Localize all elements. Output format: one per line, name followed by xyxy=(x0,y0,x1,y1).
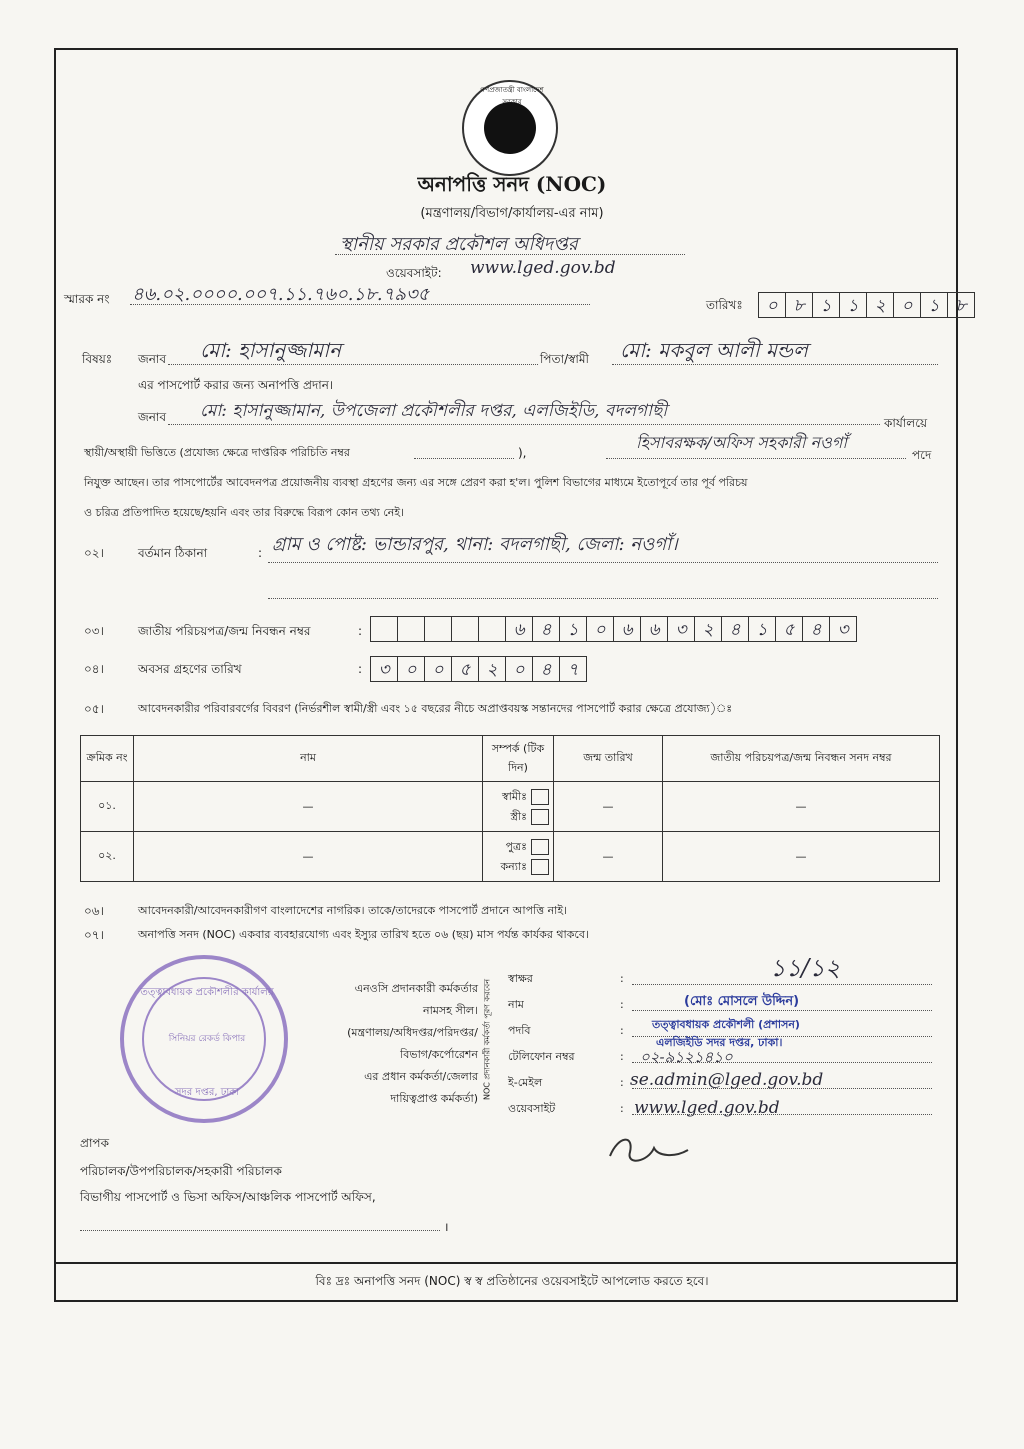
caption-line: এনওসি প্রদানকারী কর্মকর্তার xyxy=(354,982,478,995)
address-label: বর্তমান ঠিকানা xyxy=(138,546,208,560)
date-digit-box: ১ xyxy=(920,292,948,318)
nid-digit-box: ৫ xyxy=(775,616,803,642)
col-header: নাম xyxy=(134,736,483,782)
caption-line: (মন্ত্রণালয়/অধিদপ্তর/পরিদপ্তর/ xyxy=(347,1026,478,1039)
retire-digit-box: ৫ xyxy=(451,656,479,682)
wife-checkbox[interactable] xyxy=(531,809,549,825)
date-label: তারিখঃ xyxy=(706,298,743,312)
table-row xyxy=(81,782,940,832)
subject-label: বিষয়ঃ xyxy=(82,352,113,366)
date-digit-box: ০ xyxy=(893,292,921,318)
nid-digit-box: ০ xyxy=(586,616,614,642)
address-value: গ্রাম ও পোষ্ট: ভান্ডারপুর, থানা: বদলগাছী, জেলা: নওগাঁ। xyxy=(272,534,678,555)
initial-signature-icon xyxy=(604,1126,694,1170)
nid-digit-box: ৩ xyxy=(829,616,857,642)
stamp-bottom-text: সদর দপ্তর, ঢাকা xyxy=(174,1087,240,1098)
field-label: ওয়েবসাইট xyxy=(508,1102,556,1115)
table-header-row xyxy=(81,736,940,782)
item-number: ০৬। xyxy=(84,904,104,918)
office-suffix: কার্যালয়ে xyxy=(884,416,928,430)
designation-line: মো: হাসানুজ্জামান, উপজেলা প্রকৌশলীর দপ্তর, এলজিইডি, বদলগাছী xyxy=(200,401,668,421)
retire-digit-box: ০ xyxy=(397,656,425,682)
family-label: আবেদনকারীর পরিবারবর্গের বিবরণ (নির্ভরশীল স্বামী/স্ত্রী এবং ১৫ বছরের নীচে অপ্রাপ্তবয়স্ক সন্তানদের পাসপোর্ট করার ক্ষেত্রে প্রযোজ্য)ঃ xyxy=(138,702,733,715)
nid-digit-box: ১ xyxy=(559,616,587,642)
subject-line2: এর পাসপোর্ট করার জন্য অনাপত্তি প্রদান। xyxy=(138,378,334,392)
nid-digit-box xyxy=(397,616,425,642)
mr-label: জনাব xyxy=(138,352,167,366)
retire-label: অবসর গ্রহণের তারিখ xyxy=(138,662,242,676)
field-label: স্বাক্ষর xyxy=(508,972,533,985)
field-label: টেলিফোন নম্বর xyxy=(508,1050,575,1063)
relation-label: কন্যাঃ xyxy=(500,859,527,873)
officer-name: (মোঃ মোসলে উদ্দিন) xyxy=(684,994,800,1009)
declaration-06: আবেদনকারী/আবেদনকারীগণ বাংলাদেশের নাগরিক। তাকে/তাদেরকে পাসপোর্ট প্রদানে আপত্তি নাই। xyxy=(138,904,568,917)
col-header: সম্পর্ক (টিক দিন) xyxy=(483,736,554,782)
retire-digit-box: ৪ xyxy=(532,656,560,682)
row-dob: — xyxy=(554,832,663,882)
signature: ১১/১২ xyxy=(770,954,841,982)
nid-digit-box: ৪ xyxy=(721,616,749,642)
date-digit-box: ০ xyxy=(758,292,786,318)
nid-digit-box: ১ xyxy=(748,616,776,642)
nid-digit-box: ৬ xyxy=(640,616,668,642)
ref-number: ৪৬.০২.০০০০.০০৭.১১.৭৬০.১৮.৭৯৩৫ xyxy=(132,284,430,305)
officer-office: এলজিইডি সদর দপ্তর, ঢাকা। xyxy=(656,1036,783,1049)
son-checkbox[interactable] xyxy=(531,839,549,855)
husband-checkbox[interactable] xyxy=(531,789,549,805)
seal-text: গণপ্রজাতন্ত্রী বাংলাদেশ সরকার xyxy=(480,86,544,106)
footer-divider xyxy=(56,1262,956,1264)
relation-label: স্ত্রীঃ xyxy=(510,809,527,823)
retire-digit-box: ৩ xyxy=(370,656,398,682)
caption-line: নামসহ সীল। xyxy=(423,1004,478,1017)
nid-digit-box: ৬ xyxy=(505,616,533,642)
date-digit-box: ৮ xyxy=(947,292,975,318)
signatory-field-labels xyxy=(508,966,618,1122)
nid-digit-box xyxy=(370,616,398,642)
row-name: — xyxy=(134,782,483,832)
caption-line: বিভাগ/কর্পোরেশন xyxy=(400,1048,478,1061)
table-row xyxy=(81,832,940,882)
item-number: ০৫। xyxy=(84,702,104,716)
retire-digit-box: ২ xyxy=(478,656,506,682)
item-number: ০২। xyxy=(84,546,104,560)
date-digit-box: ৮ xyxy=(785,292,813,318)
recipient-line2: বিভাগীয় পাসপোর্ট ও ভিসা অফিস/আঞ্চলিক পাসপোর্ট অফিস, xyxy=(80,1190,376,1204)
stamp-ring-text: তত্ত্বাবধায়ক প্রকৌশলীর কার্যালয় xyxy=(140,987,274,998)
row-dob: — xyxy=(554,782,663,832)
post-suffix: পদে xyxy=(912,448,932,462)
relation-label: স্বামীঃ xyxy=(501,789,527,803)
date-boxes xyxy=(758,292,974,318)
ref-label: স্মারক নং xyxy=(64,292,110,306)
page-title: অনাপত্তি সনদ (NOC) xyxy=(417,172,607,196)
website-value: www.lged.gov.bd xyxy=(470,258,616,278)
date-digit-box: ১ xyxy=(839,292,867,318)
nid-digit-box: ৩ xyxy=(667,616,695,642)
footer-note: বিঃ দ্রঃ অনাপত্তি সনদ (NOC) স্ব স্ব প্রতিষ্ঠানের ওয়েবসাইটে আপলোড করতে হবে। xyxy=(315,1274,709,1288)
daughter-checkbox[interactable] xyxy=(531,859,549,875)
col-header: জাতীয় পরিচয়পত্র/জন্ম নিবন্ধন সনদ নম্বর xyxy=(663,736,940,782)
para-2: ও চরিত্র প্রতিপাদিত হয়েছে/হয়নি এবং তার বিরুদ্ধে বিরূপ কোন তথ্য নেই। xyxy=(84,506,404,519)
nid-digit-box xyxy=(478,616,506,642)
website-label: ওয়েবসাইট: xyxy=(386,266,442,280)
signatory-caption xyxy=(290,978,478,1110)
nid-boxes xyxy=(370,616,856,642)
retire-boxes xyxy=(370,656,586,682)
officer-website: www.lged.gov.bd xyxy=(634,1098,780,1118)
family-table xyxy=(80,735,940,882)
date-digit-box: ১ xyxy=(812,292,840,318)
nid-label: জাতীয় পরিচয়পত্র/জন্ম নিবন্ধন নম্বর xyxy=(138,624,311,638)
caption-line: দায়িত্বপ্রাপ্ত কর্মকর্তা) xyxy=(390,1092,478,1105)
field-label: নাম xyxy=(508,998,524,1011)
nid-digit-box: ২ xyxy=(694,616,722,642)
retire-digit-box: ৭ xyxy=(559,656,587,682)
item-number: ০৭। xyxy=(84,928,104,942)
applicant-name: মো: হাসানুজ্জামান xyxy=(200,338,342,362)
recipient-line1: পরিচালক/উপপরিচালক/সহকারী পরিচালক xyxy=(80,1164,282,1178)
retire-digit-box: ০ xyxy=(505,656,533,682)
designation-2: হিসাবরক্ষক/অফিস সহকারী নওগাঁ xyxy=(636,433,847,452)
recipient-label: প্রাপক xyxy=(80,1136,109,1150)
map-emblem-icon xyxy=(484,102,536,154)
nid-digit-box xyxy=(451,616,479,642)
officer-designation: তত্ত্বাবধায়ক প্রকৌশলী (প্রশাসন) xyxy=(652,1018,800,1031)
row-nid: — xyxy=(663,832,940,882)
officer-phone: ০২-৯১২১৪১০ xyxy=(640,1048,733,1066)
mr-label-2: জনাব xyxy=(138,410,167,424)
declaration-07: অনাপত্তি সনদ (NOC) একবার ব্যবহারযোগ্য এবং ইস্যুর তারিখ হতে ০৬ (ছয়) মাস পর্যন্ত কার্যকর থাকবে। xyxy=(138,928,589,941)
nid-digit-box: ৬ xyxy=(613,616,641,642)
row-nid: — xyxy=(663,782,940,832)
officer-email: se.admin@lged.gov.bd xyxy=(630,1070,824,1090)
para-1: নিযুক্ত আছেন। তার পাসপোর্টের আবেদনপত্র প্রয়োজনীয় ব্যবস্থা গ্রহণের জন্য এর সঙ্গে প্রেরণ করা হ'ল। পুলিশ বিভাগের মাধ্যমে ইতোপূর্বে তার পূর্ব পরিচয় xyxy=(84,476,748,489)
office-name: স্থানীয় সরকার প্রকৌশল অধিদপ্তর xyxy=(340,234,578,255)
date-digit-box: ২ xyxy=(866,292,894,318)
page-subtitle: (মন্ত্রণালয়/বিভাগ/কার্যালয়-এর নাম) xyxy=(420,206,604,221)
government-seal xyxy=(462,80,558,176)
caption-line: এর প্রধান কর্মকর্তা/জেলার xyxy=(364,1070,478,1083)
row-sl: ০২. xyxy=(81,832,134,882)
office-stamp xyxy=(120,955,288,1123)
vertical-caption: NOC প্রদানকারী কর্মকর্তা পূরণ করবেন xyxy=(482,979,492,1100)
field-label: পদবি xyxy=(508,1024,531,1037)
col-header: ক্রমিক নং xyxy=(81,736,134,782)
field-label: ই-মেইল xyxy=(508,1076,543,1089)
col-header: জন্ম তারিখ xyxy=(554,736,663,782)
father-label: পিতা/স্বামী xyxy=(540,352,589,366)
row-name: — xyxy=(134,832,483,882)
nid-digit-box: ৪ xyxy=(802,616,830,642)
relation-label: পুত্রঃ xyxy=(505,839,527,853)
nid-digit-box: ৪ xyxy=(532,616,560,642)
item-number: ০৩। xyxy=(84,624,104,638)
row-sl: ০১. xyxy=(81,782,134,832)
basis-text: স্থায়ী/অস্থায়ী ভিত্তিতে (প্রযোজ্য ক্ষেত্রে দাপ্তরিক পরিচিতি নম্বর xyxy=(84,446,350,459)
retire-digit-box: ০ xyxy=(424,656,452,682)
stamp-inner-text: সিনিয়র রেকর্ড কিপার xyxy=(168,1034,246,1044)
item-number: ০৪। xyxy=(84,662,104,676)
father-name: মো: মকবুল আলী মন্ডল xyxy=(620,338,808,362)
nid-digit-box xyxy=(424,616,452,642)
